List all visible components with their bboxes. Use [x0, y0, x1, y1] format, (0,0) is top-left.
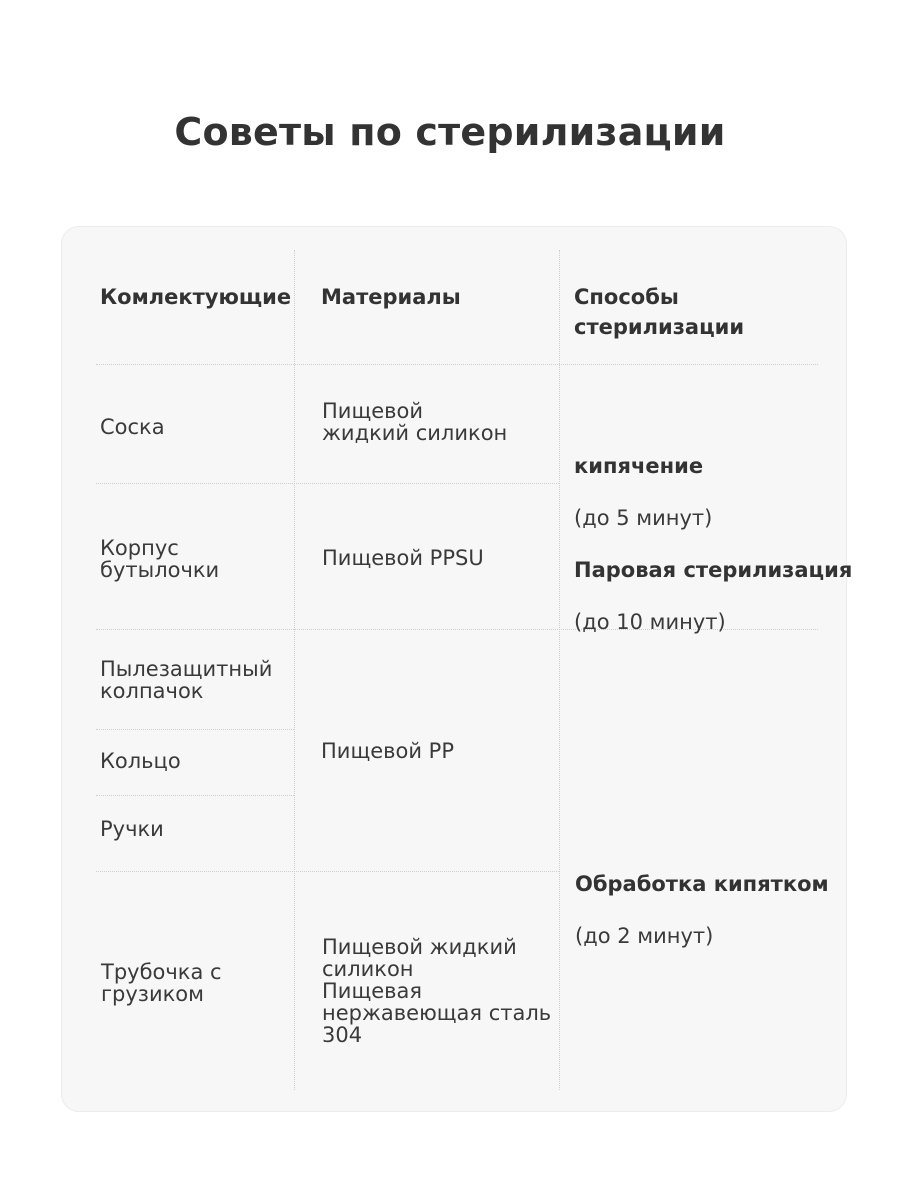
- component-bottle-body: Корпус бутылочки: [100, 536, 220, 582]
- component-ring: Кольцо: [100, 749, 181, 773]
- header-divider: [96, 364, 818, 365]
- header-materials: Материалы: [321, 285, 461, 309]
- header-components: Комлектующие: [100, 285, 292, 309]
- material-liquid-silicone: Пищевой жидкий силикон: [322, 399, 508, 445]
- header-methods: Способы стерилизации: [574, 285, 745, 339]
- component-handles: Ручки: [100, 817, 164, 841]
- column-divider: [294, 250, 295, 1090]
- material-silicone-steel: Пищевой жидкий силикон Пищевая нержавеющая сталь 304: [322, 935, 552, 1047]
- method-boiling-duration: (до 5 минут): [574, 506, 713, 530]
- page-title: Советы по стерилизации: [174, 110, 726, 154]
- material-pp: Пищевой PP: [321, 739, 455, 763]
- method-steam-duration: (до 10 минут): [574, 610, 726, 634]
- row-divider: [96, 795, 294, 796]
- method-boiling-water: Обработка кипятком: [575, 872, 829, 896]
- component-nipple: Соска: [100, 415, 165, 439]
- row-divider: [96, 729, 294, 730]
- column-divider: [559, 250, 560, 1090]
- method-steam: Паровая стерилизация: [574, 558, 853, 582]
- method-boiling: кипячение: [574, 454, 704, 478]
- component-straw-weight: Трубочка с грузиком: [101, 960, 222, 1006]
- row-divider: [96, 483, 559, 484]
- component-dust-cap: Пылезащитный колпачок: [100, 657, 273, 703]
- row-divider: [96, 871, 559, 872]
- methods-group-2: [575, 847, 829, 973]
- methods-group-1: [574, 429, 852, 659]
- material-ppsu: Пищевой PPSU: [322, 546, 484, 570]
- method-boiling-water-duration: (до 2 минут): [575, 924, 714, 948]
